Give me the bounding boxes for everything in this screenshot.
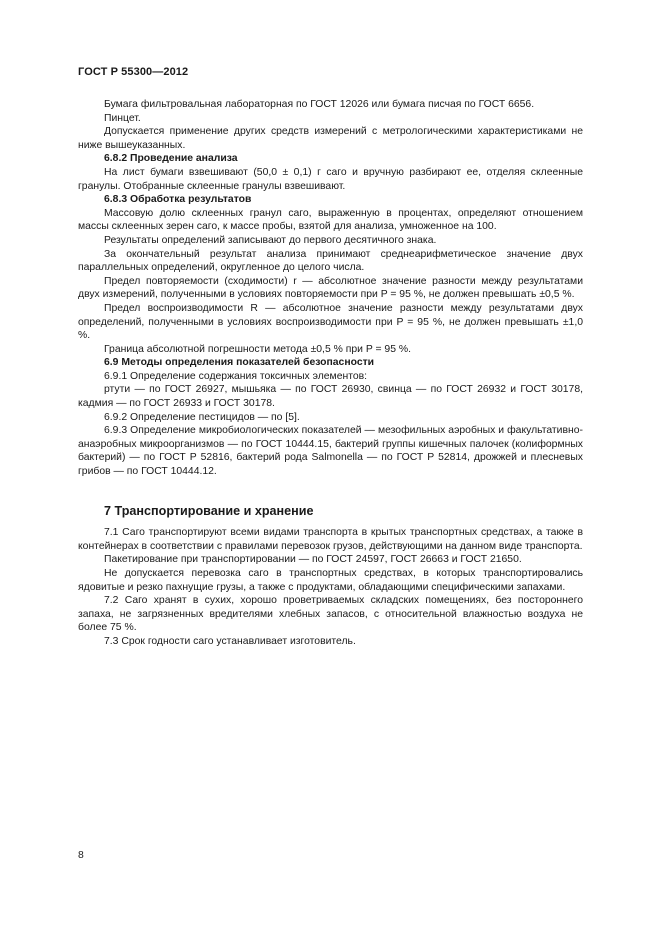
heading-6-8-3: 6.8.3 Обработка результатов (104, 194, 252, 206)
paragraph-error-bound: Граница абсолютной погрешности метода ±0,5 % при P = 95 %. (104, 343, 411, 355)
paragraph-repeatability: Предел повторяемости (сходимости) r — абсолютное значение разности между результатами двух измерений, полученными в условиях повторяемости при P = 95 %, не должен превышать ±0,5 %. (78, 275, 583, 301)
document-body (78, 98, 583, 649)
paragraph-transport-restrictions: Не допускается перевозка саго в транспортных средствах, в которых транспортировались ядовитые и резко пахнущие грузы, а также с продуктами, обладающими специфическими запахами. (78, 568, 583, 593)
paragraph-shelf-life: 7.3 Срок годности саго устанавливает изготовитель. (104, 635, 356, 647)
standard-header: ГОСТ Р 55300—2012 (78, 66, 189, 78)
paragraph-results-recording: Результаты определений записывают до первого десятичного знака. (104, 234, 437, 246)
paragraph-filter-paper: Бумага фильтровальная лабораторная по ГОСТ 12026 или бумага писчая по ГОСТ 6656. (104, 99, 535, 110)
paragraph-toxic-elements-list: ртути — по ГОСТ 26927, мышьяка — по ГОСТ 26930, свинца — по ГОСТ 26932 и ГОСТ 30178, кадмия — по ГОСТ 26933 и ГОСТ 30178. (78, 384, 583, 410)
paragraph-mass-fraction: Массовую долю склеенных гранул саго, выраженную в процентах, определяют отношением массы склеенных зерен саго, к массе пробы, взятой для анализа, умноженное на 100. (78, 207, 583, 233)
paragraph-tweezers: Пинцет. (104, 112, 141, 124)
page-number: 8 (78, 850, 84, 861)
paragraph-other-instruments: Допускается применение других средств измерений с метрологическими характеристиками не ниже вышеуказанных. (78, 126, 583, 151)
paragraph-analysis-procedure: На лист бумаги взвешивают (50,0 ± 0,1) г саго и вручную разбирают ее, отделяя склеенные гранулы. Отобранные склеенные гранулы взвешивают. (78, 166, 583, 192)
paragraph-toxic-elements: 6.9.1 Определение содержания токсичных элементов: (104, 370, 368, 382)
paragraph-packaging: Пакетирование при транспортировании — по ГОСТ 24597, ГОСТ 26663 и ГОСТ 21650. (104, 554, 522, 566)
heading-6-8-2: 6.8.2 Проведение анализа (104, 153, 238, 165)
paragraph-final-result: За окончательный результат анализа принимают среднеарифметическое значение двух параллельных определений, округленное до целого числа. (78, 248, 583, 274)
section-title-7: 7 Транспортирование и хранение (104, 503, 314, 518)
paragraph-microbiology: 6.9.3 Определение микробиологических показателей — мезофильных аэробных и факультативно-анаэробных микроорганизмов — по ГОСТ 10444.15, бактерий группы кишечных палочек (колиформных бактерий) — по ГОСТ Р 52816, бактерий рода Salmonella — по ГОСТ Р 52814, дрожжей и плесневых грибов — по ГОСТ 10444.12. (78, 425, 583, 478)
paragraph-pesticides: 6.9.2 Определение пестицидов — по [5]. (104, 411, 300, 423)
paragraph-transport-types: 7.1 Саго транспортируют всеми видами транспорта в крытых транспортных средствах, а также в контейнерах в соответствии с правилами перевозок грузов, действующими на данном виде транспорта. (78, 527, 583, 552)
paragraph-storage: 7.2 Саго хранят в сухих, хорошо проветриваемых складских помещениях, без постороннего запаха, не загрязненных вредителями хлебных запасов, с относительной влажностью воздуха не более 75 %. (78, 595, 583, 634)
paragraph-reproducibility: Предел воспроизводимости R — абсолютное значение разности между результатами двух определений, полученными в условиях воспроизводимости при P = 95 %, не должен превышать ±1,0 %. (78, 302, 583, 342)
heading-6-9: 6.9 Методы определения показателей безопасности (104, 357, 375, 369)
